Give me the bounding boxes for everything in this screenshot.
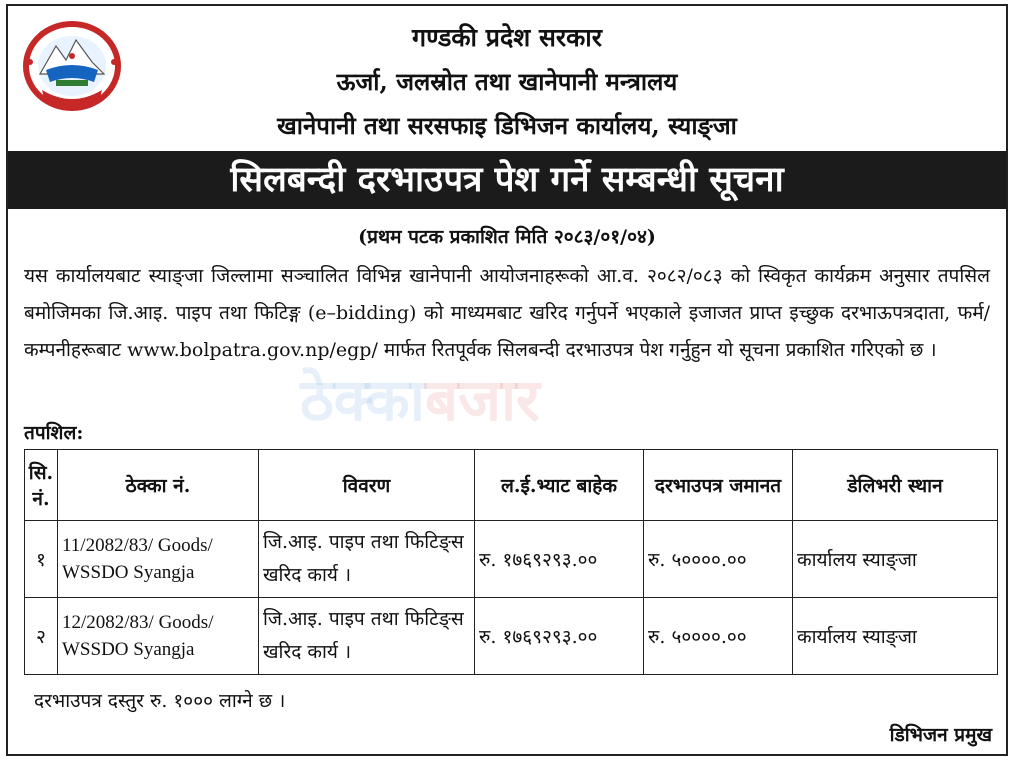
header-delivery: डेलिभरी स्थान [793,450,998,521]
watermark-part2: बजार [424,366,540,434]
fee-note: दरभाउपत्र दस्तुर रु. १००० लाग्ने छ । [34,690,286,712]
bid-details-table [24,449,998,675]
header-estimate: ल.ई.भ्याट बाहेक [475,450,644,521]
notice-header [8,6,1006,148]
cell-sn: २ [25,598,58,675]
table-header-row [25,450,998,521]
header-office: खानेपानी तथा सरसफाइ डिभिजन कार्यालय, स्याङ्जा [277,111,737,140]
cell-delivery: कार्यालय स्याङ्जा [793,521,998,598]
notice-paragraph: यस कार्यालयबाट स्याङ्जा जिल्लामा सञ्चालित विभिन्न खानेपानी आयोजनाहरूको आ.व. २०८२/०८३ को स्विकृत कार्यक्रम अनुसार तपसिल बमोजिमका जि.आइ. पाइप तथा फिटिङ्ग (e–bidding) को माध्यमबाट खरिद गर्नुपर्ने भएकाले इजाजत प्राप्त इच्छुक दरभाऊपत्रदाता, फर्म/कम्पनीहरूबाट www.bolpatra.gov.np/egp/ मार्फत रितपूर्वक सिलबन्दी दरभाउपत्र पेश गर्नुहुन यो सूचना प्रकाशित गरिएको छ । [24,265,990,361]
table-row [25,598,998,675]
header-contract-no: ठेक्का नं. [58,450,259,521]
cell-estimate: रु. १७६९२९३.०० [475,598,644,675]
cell-bid-security: रु. ५००००.०० [644,598,793,675]
cell-sn: १ [25,521,58,598]
watermark-part1: ठेक्का [300,366,425,434]
cell-estimate: रु. १७६९२९३.०० [475,521,644,598]
cell-bid-security: रु. ५००००.०० [644,521,793,598]
details-label: तपशिल: [24,422,84,444]
header-ministry: ऊर्जा, जलस्रोत तथा खानेपानी मन्त्रालय [336,67,678,96]
cell-contract-no: 12/2082/83/ Goods/ WSSDO Syangja [58,598,259,675]
header-bid-security: दरभाउपत्र जमानत [644,450,793,521]
header-government: गण्डकी प्रदेश सरकार [412,23,602,52]
watermark [300,358,540,437]
cell-description: जि.आइ. पाइप तथा फिटिङ्स खरिद कार्य । [259,521,475,598]
publish-date: (प्रथम पटक प्रकाशित मिति २०८३/०१/०४) [358,226,656,248]
header-description: विवरण [259,450,475,521]
header-sn: सि. नं. [25,450,58,521]
cell-delivery: कार्यालय स्याङ्जा [793,598,998,675]
notice-page [6,4,1008,756]
signature-title: डिभिजन प्रमुख [889,724,992,746]
cell-contract-no: 11/2082/83/ Goods/ WSSDO Syangja [58,521,259,598]
cell-description: जि.आइ. पाइप तथा फिटिङ्स खरिद कार्य । [259,598,475,675]
table-row [25,521,998,598]
notice-title-banner: सिलबन्दी दरभाउपत्र पेश गर्ने सम्बन्धी सूचना [8,151,1006,209]
